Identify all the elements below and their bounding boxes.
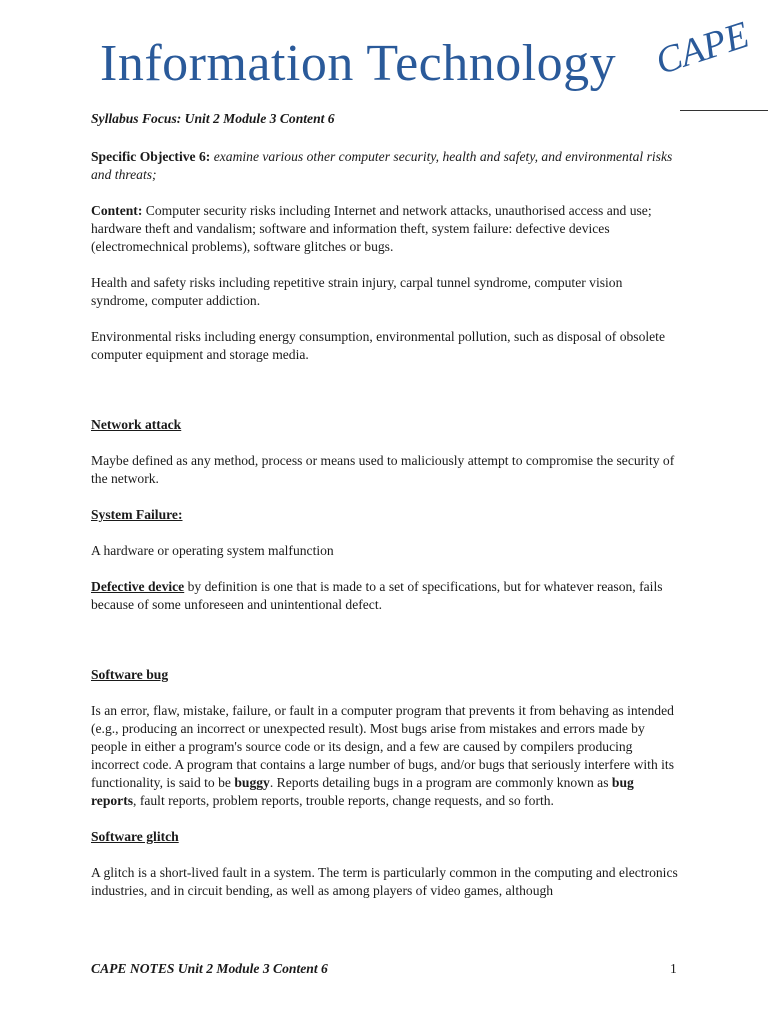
environment-paragraph: Environmental risks including energy consumption, environmental pollution, such as disposal of obsolete computer equipment and storage media. [91,329,665,362]
software-bug-heading [91,666,681,684]
software-glitch-heading [91,828,681,846]
software-bug-text-3: , fault reports, problem reports, trouble reports, change requests, and so forth. [133,793,554,808]
network-attack-title: Network attack [91,417,182,432]
content-text: Computer security risks including Internet and network attacks, unauthorised access and use; hardware theft and vandalism; software and information theft, system failure: defective devices (electromechnical problems), software glitches or bugs. [91,203,652,254]
buggy-term: buggy [234,775,270,790]
content-paragraph [91,202,681,256]
content-label: Content: [91,203,143,218]
defective-device-term: Defective device [91,579,185,594]
network-attack-heading [91,416,681,434]
objective-label: Specific Objective 6: [91,149,211,164]
document-body [91,110,681,918]
system-failure-heading [91,506,681,524]
software-glitch-text: A glitch is a short-lived fault in a system. The term is particularly common in the computing and electronics industries, and in circuit bending, as well as among players of video games, although [91,865,678,898]
specific-objective [91,148,681,184]
syllabus-focus: Syllabus Focus: Unit 2 Module 3 Content 6 [91,111,335,126]
software-bug-text-1: Is an error, flaw, mistake, failure, or fault in a computer program that prevents it from behaving as intended (e.g., producing an incorrect or unexpected result). Most bugs arise from mistakes and errors made by people in either a program's source code or its design, and a few are caused by compilers producing incorrect code. A program that contains a large number of bugs, and/or bugs that seriously interfere with its functionality, is said to be [91,703,674,790]
network-attack-text: Maybe defined as any method, process or means used to maliciously attempt to compromise the security of the network. [91,453,675,486]
software-bug-text-2: . Reports detailing bugs in a program are commonly known as [269,775,612,790]
defective-device-paragraph [91,578,681,614]
header-rule [680,110,768,111]
system-failure-text: A hardware or operating system malfunction [91,543,334,558]
software-bug-title: Software bug [91,667,169,682]
cape-logo: CAPE [650,13,755,84]
page-number: 1 [670,961,677,976]
health-paragraph: Health and safety risks including repetitive strain injury, carpal tunnel syndrome, computer vision syndrome, computer addiction. [91,275,623,308]
footer-label: CAPE NOTES Unit 2 Module 3 Content 6 [91,961,328,976]
bug-reports-term: bug reports [91,775,634,808]
defective-device-text: by definition is one that is made to a set of specifications, but for whatever reason, fails because of some unforeseen and unintentional defect. [91,579,663,612]
software-bug-text [91,702,681,810]
software-glitch-title: Software glitch [91,829,179,844]
page-title: Information Technology [100,35,617,92]
system-failure-title: System Failure: [91,507,183,522]
objective-text: examine various other computer security, health and safety, and environmental risks and threats; [91,149,673,182]
